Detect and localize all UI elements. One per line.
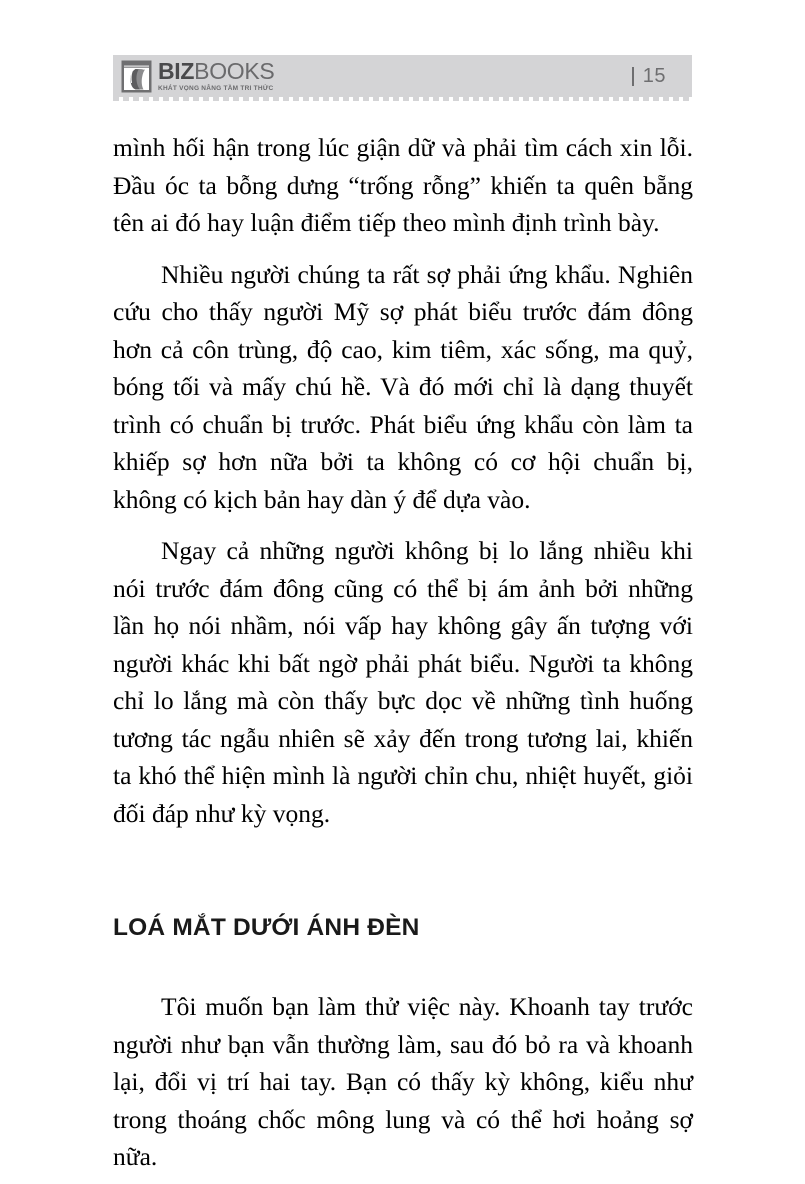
page-number: 15 (642, 64, 666, 87)
folio-separator-rule (632, 67, 634, 86)
brand-title (158, 57, 275, 84)
paragraph-1: mình hối hận trong lúc giận dữ và phải tìm cách xin lỗi. Đầu óc ta bỗng dưng “trống rỗng” khiến ta quên bẵng tên ai đó hay luận điểm tiếp theo mình định trình bày. (113, 133, 693, 237)
book-emblem-icon (121, 60, 152, 93)
brand-tagline: KHÁT VỌNG NÂNG TẦM TRI THỨC (158, 84, 274, 92)
paragraph-3: Ngay cả những người không bị lo lắng nhiều khi nói trước đám đông cũng có thể bị ám ảnh bởi những lần họ nói nhầm, nói vấp hay không gây ấn tượng với người khác khi bất ngờ phải phát biểu. Người ta không chỉ lo lắng mà còn thấy bực dọc về những tình huống tương tác ngẫu nhiên sẽ xảy đến trong tương lai, khiến ta khó thể hiện mình là người chỉn chu, nhiệt huyết, giỏi đối đáp như kỳ vọng. (113, 536, 693, 828)
section-heading: LOÁ MẮT DƯỚI ÁNH ĐÈN (113, 914, 420, 941)
running-header (113, 55, 692, 97)
brand-text (158, 57, 275, 93)
heading-spacer-top (113, 832, 693, 914)
brand-title-biz: BIZ (158, 57, 195, 84)
page-body (113, 129, 693, 1176)
brand-logo (121, 57, 275, 93)
brand-title-books: BOOKS (194, 57, 275, 84)
paragraph-2: Nhiều người chúng ta rất sợ phải ứng khẩu. Nghiên cứu cho thấy người Mỹ sợ phát biểu trước đám đông hơn cả côn trùng, độ cao, kim tiêm, xác sống, ma quỷ, bóng tối và mấy chú hề. Và đó mới chỉ là dạng thuyết trình có chuẩn bị trước. Phát biểu ứng khẩu còn làm ta khiếp sợ hơn nữa bởi ta không có cơ hội chuẩn bị, không có kịch bản hay dàn ý để dựa vào. (113, 259, 693, 514)
page-folio (632, 65, 666, 88)
paragraph-4: Tôi muốn bạn làm thử việc này. Khoanh tay trước người như bạn vẫn thường làm, sau đó bỏ ra và khoanh lại, đổi vị trí hai tay. Bạn có thấy kỳ không, kiểu như trong thoáng chốc mông lung và có thể hơi hoảng sợ nữa. (113, 992, 693, 1171)
heading-spacer-bottom (113, 942, 693, 988)
